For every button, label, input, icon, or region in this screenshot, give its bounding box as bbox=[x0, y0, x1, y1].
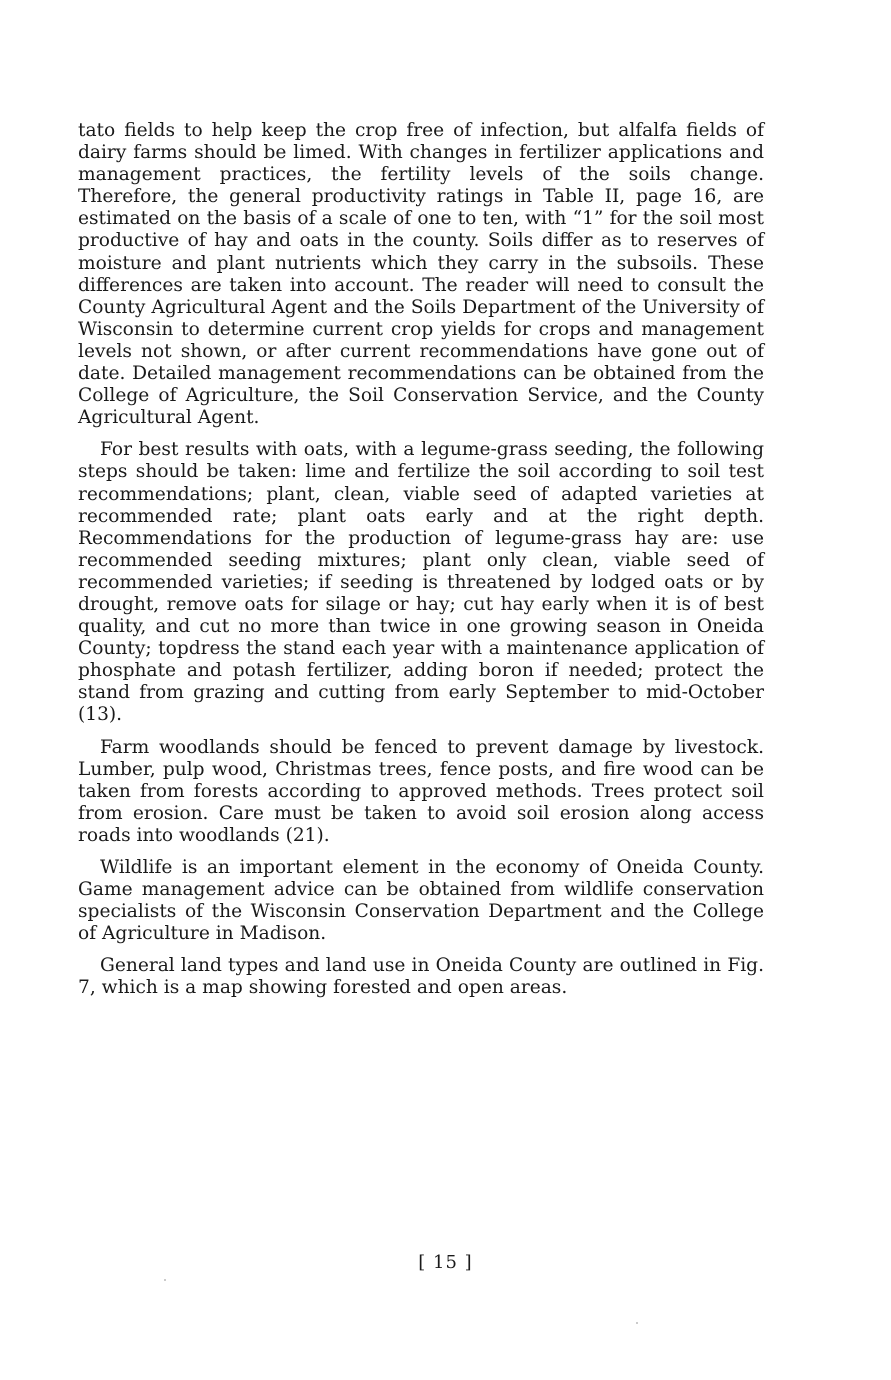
scan-speck bbox=[164, 1279, 166, 1281]
paragraph-land-types: General land types and land use in Oneida County are outlined in Fig. 7, which is a map showing forested and open areas. bbox=[78, 955, 764, 999]
paragraph-continuation: tato fields to help keep the crop free of infection, but alfalfa fields of dairy farms should be limed. With changes in fertilizer applications and management practices, the fertility levels of the soils change. Therefore, the general productivity ratings in Table II, page 16, are estimated on the basis of a scale of one to ten, with “1” for the soil most productive of hay and oats in the county. Soils differ as to reserves of moisture and plant nutrients which they carry in the subsoils. These differences are taken into account. The reader will need to consult the County Agricultural Agent and the Soils Department of the University of Wisconsin to determine current crop yields for crops and management levels not shown, or after current recommendations have gone out of date. Detailed management recommendations can be obtained from the College of Agriculture, the Soil Conservation Service, and the County Agricultural Agent. bbox=[78, 120, 764, 429]
paragraph-oats-recommendations: For best results with oats, with a legume-grass seeding, the following steps should be taken: lime and fertilize the soil according to soil test recommendations; plant, clean, viable seed of adapted varieties at recommended rate; plant oats early and at the right depth. Recommendations for the production of legume-grass hay are: use recommended seeding mixtures; plant only clean, viable seed of recommended varieties; if seeding is threatened by lodged oats or by drought, remove oats for silage or hay; cut hay early when it is of best quality, and cut no more than twice in one growing season in Oneida County; topdress the stand each year with a maintenance application of phosphate and potash fertilizer, adding boron if needed; protect the stand from grazing and cutting from early September to mid-October (13). bbox=[78, 439, 764, 726]
paragraph-wildlife: Wildlife is an important element in the economy of Oneida County. Game management advice can be obtained from wildlife conservation specialists of the Wisconsin Conservation Department and the College of Agriculture in Madison. bbox=[78, 857, 764, 945]
scan-speck bbox=[636, 1322, 638, 1324]
page-number: [ 15 ] bbox=[418, 1252, 473, 1273]
body-text bbox=[78, 120, 764, 1010]
paragraph-farm-woodlands: Farm woodlands should be fenced to prevent damage by livestock. Lumber, pulp wood, Christmas trees, fence posts, and fire wood can be taken from forests according to approved methods. Trees protect soil from erosion. Care must be taken to avoid soil erosion along access roads into woodlands (21). bbox=[78, 736, 764, 846]
